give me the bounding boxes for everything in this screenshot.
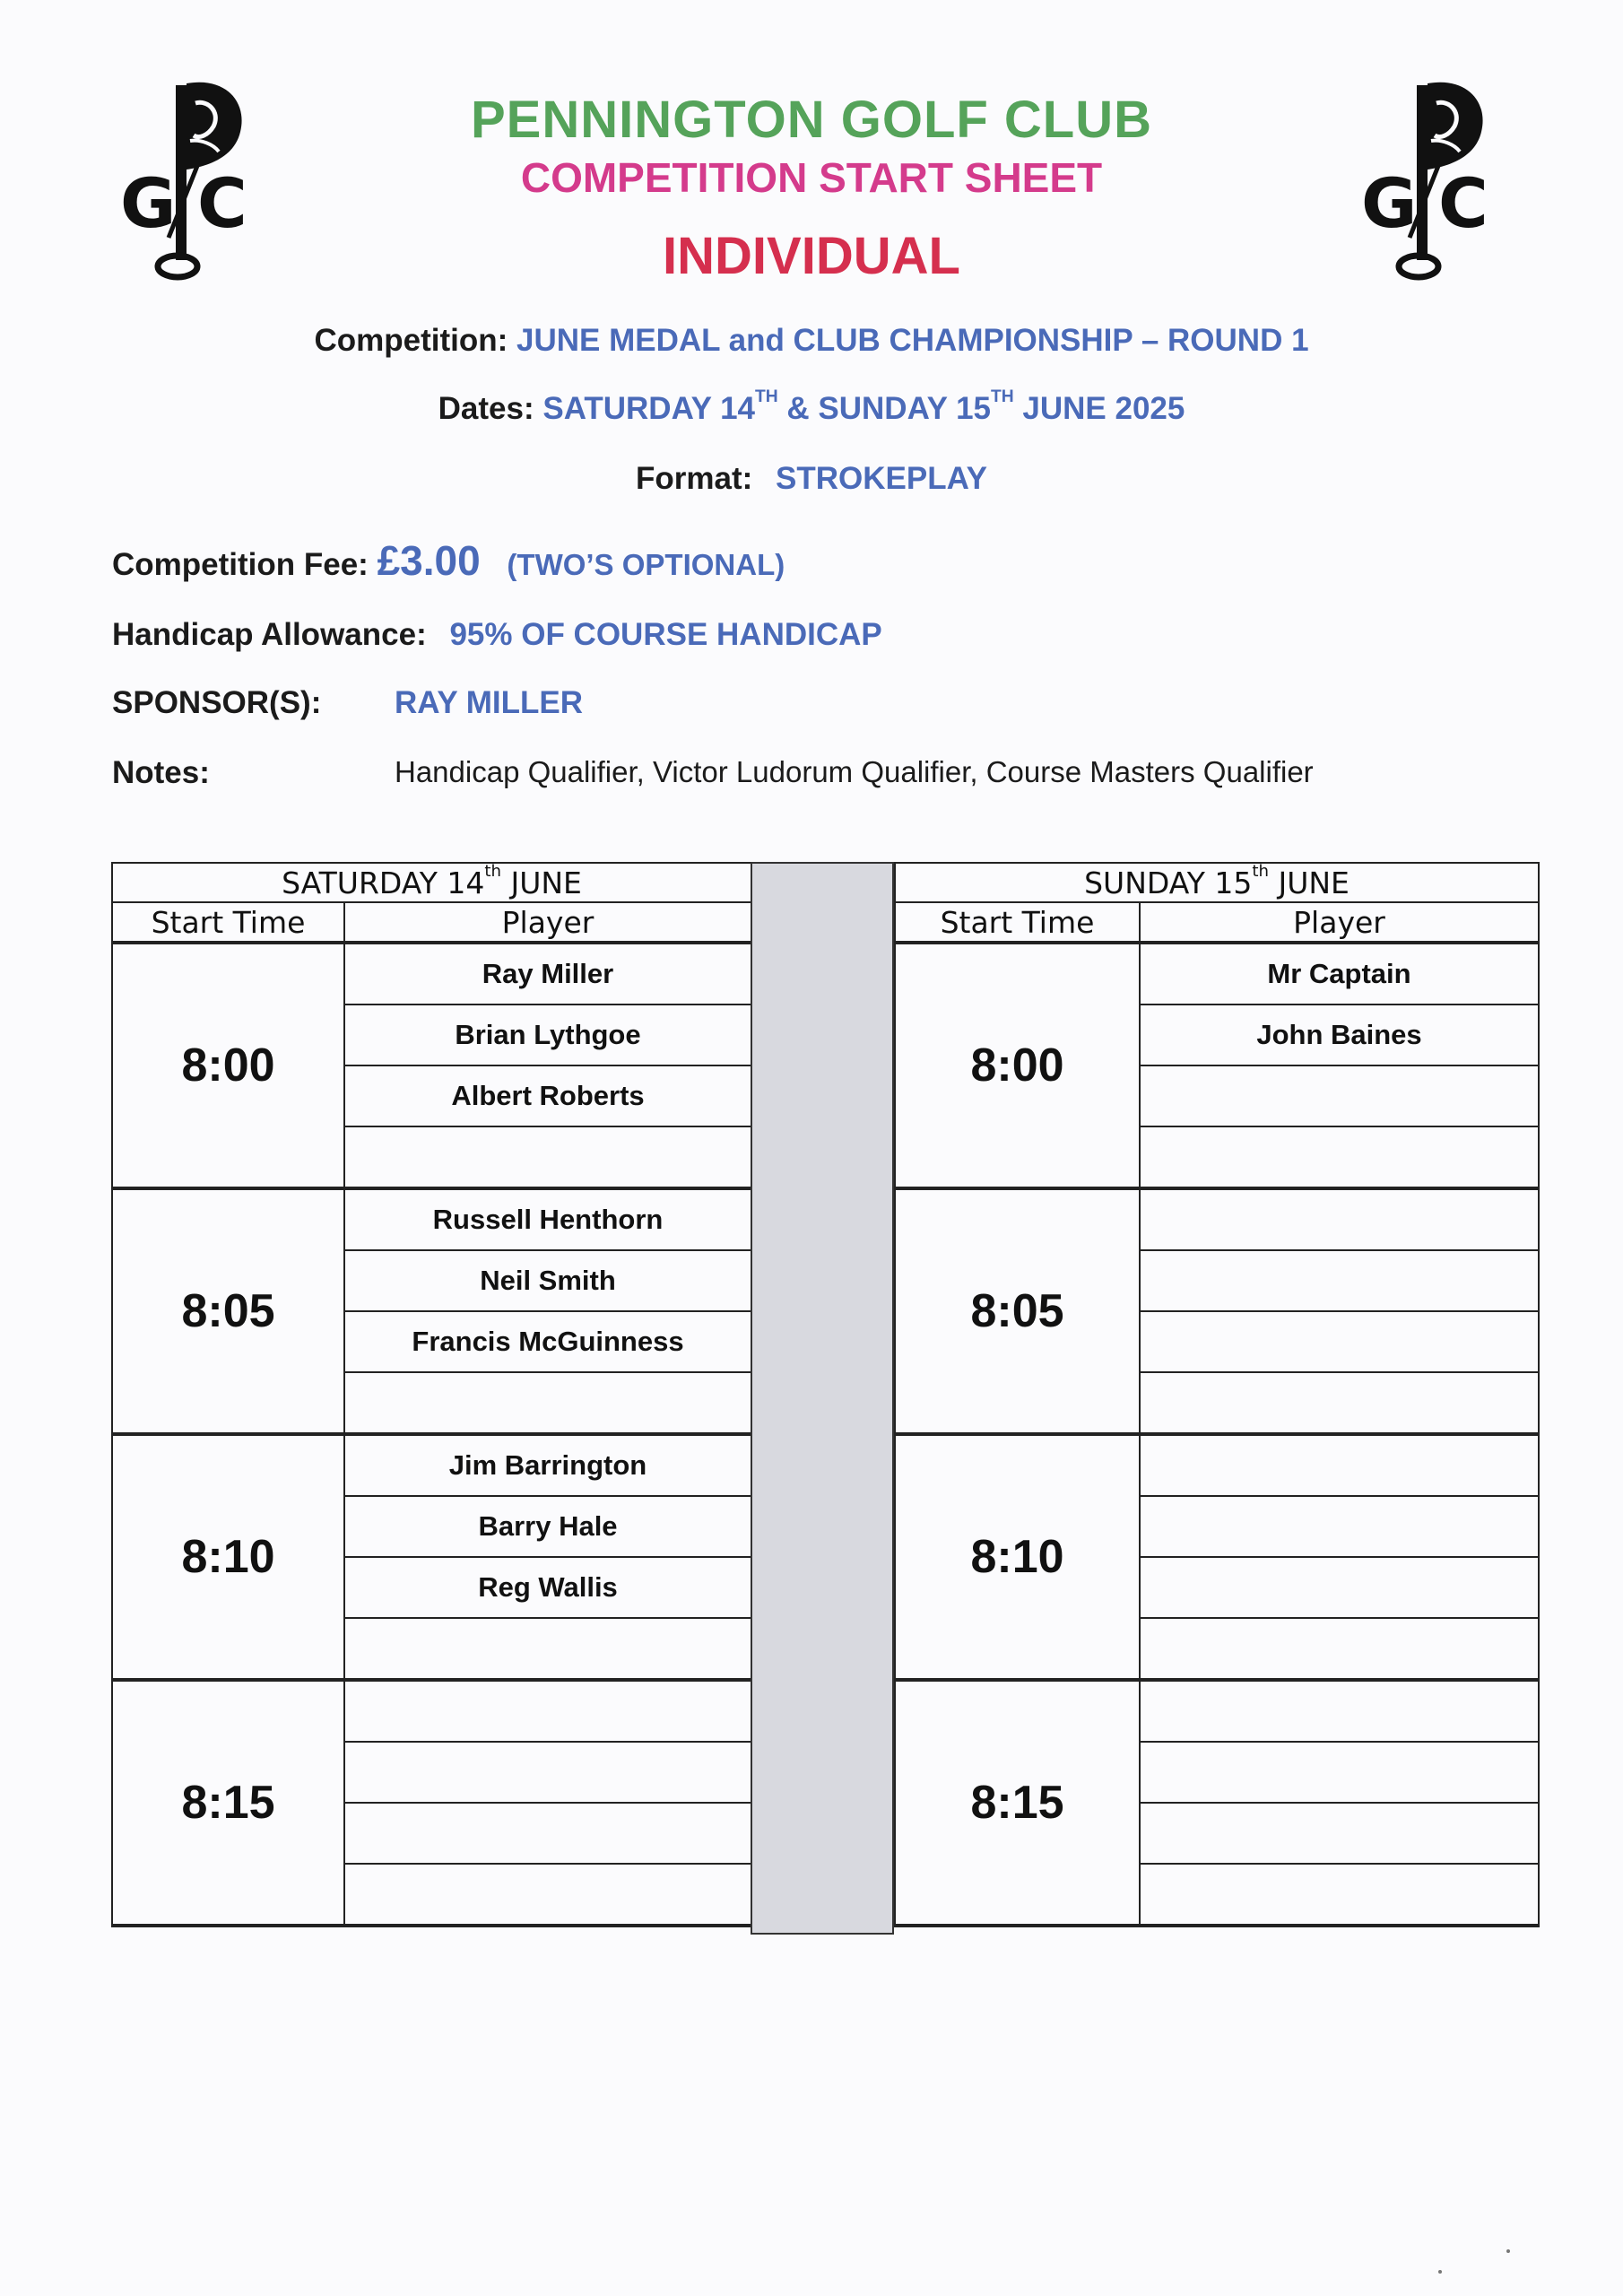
svg-text:C: C [1438, 163, 1488, 243]
notes-value: Handicap Qualifier, Victor Ludorum Qualifier, Course Masters Qualifier [395, 755, 1314, 788]
player-cell: Neil Smith [344, 1250, 751, 1311]
dates-value: SATURDAY 14TH & SUNDAY 15TH JUNE 2025 [542, 387, 1185, 426]
saturday-day-header: SATURDAY 14th JUNE [112, 863, 751, 902]
format-value: STROKEPLAY [776, 461, 987, 496]
fee-note: (TWO’S OPTIONAL) [507, 548, 785, 581]
player-cell [1140, 1188, 1539, 1250]
table-divider [751, 862, 894, 1935]
competition-line [0, 323, 1623, 359]
start-time-cell: 8:15 [112, 1680, 344, 1926]
player-cell [1140, 1742, 1539, 1803]
player-cell [1140, 1557, 1539, 1618]
fee-label: Competition Fee: [112, 547, 369, 582]
player-cell: Albert Roberts [344, 1065, 751, 1126]
player-cell [1140, 1680, 1539, 1742]
player-cell: Barry Hale [344, 1496, 751, 1557]
player-cell [1140, 1250, 1539, 1311]
handicap-line [112, 617, 882, 653]
svg-text:G: G [1361, 163, 1418, 243]
fee-line [112, 536, 785, 585]
player-cell [344, 1126, 751, 1188]
svg-text:G: G [120, 163, 177, 243]
scan-speck [1506, 2249, 1510, 2253]
player-cell: Russell Henthorn [344, 1188, 751, 1250]
player-cell: Reg Wallis [344, 1557, 751, 1618]
player-header: Player [344, 902, 751, 943]
sponsor-label: SPONSOR(S): [112, 685, 322, 720]
player-cell [344, 1372, 751, 1434]
player-cell [1140, 1126, 1539, 1188]
player-cell [1140, 1434, 1539, 1496]
club-name: PENNINGTON GOLF CLUB [470, 91, 1153, 149]
sponsor-line [112, 685, 1547, 721]
handicap-label: Handicap Allowance: [112, 617, 427, 652]
player-cell: Francis McGuinness [344, 1311, 751, 1372]
title-block [0, 90, 1623, 289]
notes-line [112, 755, 1547, 791]
player-cell: Ray Miller [344, 943, 751, 1004]
format-label: Format: [636, 461, 753, 496]
player-cell: Mr Captain [1140, 943, 1539, 1004]
sunday-schedule-table [894, 862, 1540, 1927]
player-cell [1140, 1372, 1539, 1434]
player-cell: Brian Lythgoe [344, 1004, 751, 1065]
start-time-cell: 8:00 [895, 943, 1140, 1188]
player-header: Player [1140, 902, 1539, 943]
dates-line [0, 387, 1623, 427]
start-time-cell: 8:05 [112, 1188, 344, 1434]
player-cell [1140, 1618, 1539, 1680]
player-cell [344, 1618, 751, 1680]
player-cell [344, 1864, 751, 1926]
saturday-schedule-table [111, 862, 752, 1927]
player-cell: John Baines [1140, 1004, 1539, 1065]
fee-value: £3.00 [377, 537, 481, 584]
player-cell [1140, 1803, 1539, 1864]
start-time-cell: 8:05 [895, 1188, 1140, 1434]
player-cell [1140, 1864, 1539, 1926]
sheet-type: INDIVIDUAL [663, 227, 960, 285]
player-cell [344, 1803, 751, 1864]
sheet-title: COMPETITION START SHEET [520, 154, 1103, 201]
start-time-cell: 8:15 [895, 1680, 1140, 1926]
start-time-header: Start Time [895, 902, 1140, 943]
competition-value: JUNE MEDAL and CLUB CHAMPIONSHIP – ROUND 1 [516, 323, 1309, 358]
handicap-value: 95% OF COURSE HANDICAP [449, 617, 882, 652]
sponsor-value: RAY MILLER [395, 685, 584, 720]
player-cell [344, 1742, 751, 1803]
start-time-header: Start Time [112, 902, 344, 943]
player-cell [1140, 1311, 1539, 1372]
format-line [0, 461, 1623, 497]
svg-text:C: C [197, 163, 247, 243]
competition-label: Competition: [314, 323, 508, 358]
player-cell [344, 1680, 751, 1742]
start-time-cell: 8:10 [895, 1434, 1140, 1680]
player-cell [1140, 1496, 1539, 1557]
player-cell: Jim Barrington [344, 1434, 751, 1496]
scan-speck [1438, 2270, 1442, 2274]
start-time-cell: 8:10 [112, 1434, 344, 1680]
notes-label: Notes: [112, 755, 210, 790]
player-cell [1140, 1065, 1539, 1126]
start-time-cell: 8:00 [112, 943, 344, 1188]
sunday-day-header: SUNDAY 15th JUNE [895, 863, 1539, 902]
dates-label: Dates: [438, 391, 534, 426]
